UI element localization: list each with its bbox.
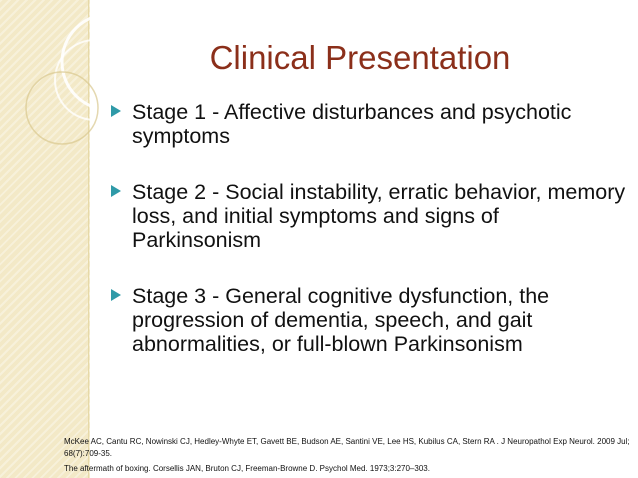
- bullet-item-stage-3: [108, 284, 628, 356]
- decorative-circle-small: [26, 72, 98, 144]
- bullet-list: [108, 100, 628, 356]
- bullet-icon: [108, 103, 124, 119]
- reference-mckee: McKee AC, Cantu RC, Nowinski CJ, Hedley-Whyte ET, Gavett BE, Budson AE, Santini VE, Lee HS, Kubilus CA, Stern RA . J Neuropathol Exp Neurol. 2009 Jul; 68(7):709-35.: [64, 437, 630, 458]
- bullet-text: Stage 1 - Affective disturbances and psychotic symptoms: [132, 100, 572, 148]
- bullet-icon: [108, 287, 124, 303]
- bullet-text: Stage 2 - Social instability, erratic behavior, memory loss, and initial symptoms and signs of Parkinsonism: [132, 180, 626, 252]
- bullet-icon: [108, 183, 124, 199]
- decorative-circle-large: [62, 14, 158, 110]
- bullet-item-stage-2: [108, 180, 628, 252]
- bullet-item-stage-1: [108, 100, 628, 148]
- references: [64, 436, 634, 475]
- slide-title: Clinical Presentation: [209, 39, 511, 76]
- bullet-text: Stage 3 - General cognitive dysfunction, the progression of dementia, speech, and gait abnormalities, or full-blown Parkinsonism: [132, 284, 550, 356]
- reference-corsellis: The aftermath of boxing. Corsellis JAN, Bruton CJ, Freeman-Browne D. Psychol Med. 1973;3:270–303.: [64, 464, 430, 473]
